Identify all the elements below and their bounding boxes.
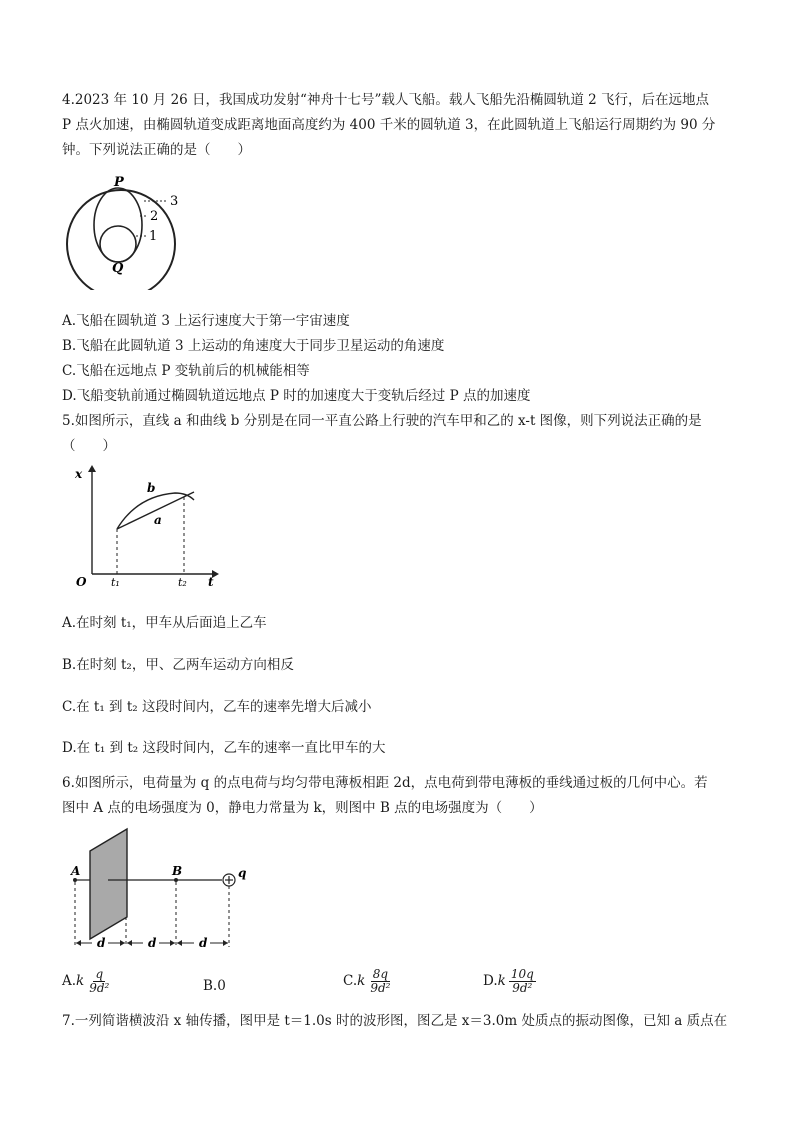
q4-stem-line-1: 4.2023 年 10 月 26 日，我国成功发射“神舟十七号”载人飞船。载人飞船先沿椭圆轨道 2 飞行，后在远地点 — [62, 92, 710, 108]
label-orbit-2: 2 — [150, 209, 159, 224]
label-d-3: d — [199, 936, 208, 950]
label-a: A — [71, 864, 81, 878]
q7-stem-line-1: 7.一列简谐横波沿 x 轴传播，图甲是 t＝1.0s 时的波形图，图乙是 x＝3.0m 处质点的振动图像，已知 a 质点在 — [62, 1013, 728, 1029]
curve-b-label: b — [147, 481, 156, 495]
q6-option-b: B.0 — [203, 978, 226, 994]
q5-option-c: C.在 t₁ 到 t₂ 这段时间内，乙车的速率先增大后减小 — [62, 699, 372, 715]
axis-x-label: x — [75, 467, 83, 481]
orbit-diagram — [62, 170, 202, 290]
label-p: P — [114, 175, 124, 190]
q4-option-c: C.飞船在远地点 P 变轨前后的机械能相等 — [62, 363, 310, 379]
label-d-2: d — [148, 936, 157, 950]
tick-t2: t₂ — [178, 576, 187, 587]
curve-a-label: a — [154, 513, 162, 527]
charged-plate-diagram — [62, 825, 262, 955]
label-orbit-3: 3 — [170, 194, 179, 209]
q6-option-a: A.k $\frac{q}{\text{9d²}}$ — [62, 967, 110, 995]
q6-option-d: D.k $\frac{10q}{\text{9d²}}$ — [483, 967, 534, 995]
q4-option-d: D.飞船变轨前通过椭圆轨道远地点 P 时的加速度大于变轨后经过 P 点的加速度 — [62, 388, 531, 404]
label-b: B — [172, 864, 183, 878]
q4-option-b: B.飞船在此圆轨道 3 上运动的角速度大于同步卫星运动的角速度 — [62, 338, 445, 354]
q5-option-d: D.在 t₁ 到 t₂ 这段时间内，乙车的速率一直比甲车的大 — [62, 740, 386, 756]
label-orbit-1: 1 — [149, 229, 158, 244]
xt-graph — [62, 462, 222, 587]
q6-option-c: C.k $\frac{8q}{\text{9d²}}$ — [343, 967, 391, 995]
q5-option-b: B.在时刻 t₂，甲、乙两车运动方向相反 — [62, 657, 294, 673]
label-q: Q — [112, 261, 124, 276]
label-q: q — [238, 866, 247, 880]
earth-orbit-1-circle — [100, 226, 136, 262]
q6-stem-line-1: 6.如图所示，电荷量为 q 的点电荷与均匀带电薄板相距 2d，点电荷到带电薄板的垂线通过板的几何中心。若 — [62, 775, 708, 791]
q4-stem-line-3: 钟。下列说法正确的是（ ） — [62, 142, 251, 158]
q4-stem-line-2: P 点火加速，由椭圆轨道变成距离地面高度约为 400 千米的圆轨道 3，在此圆轨道上飞船运行周期约为 90 分 — [62, 117, 716, 133]
charged-plate — [90, 829, 127, 939]
tick-t1: t₁ — [111, 576, 120, 587]
q6-stem-line-2: 图中 A 点的电场强度为 0，静电力常量为 k，则图中 B 点的电场强度为（ ） — [62, 800, 543, 816]
label-d-1: d — [97, 936, 106, 950]
q4-option-a: A.飞船在圆轨道 3 上运行速度大于第一宇宙速度 — [62, 313, 350, 329]
q5-stem-line-2: （ ） — [62, 438, 116, 454]
origin-label: O — [76, 575, 87, 587]
axis-t-label: t — [208, 575, 214, 587]
q5-option-a: A.在时刻 t₁，甲车从后面追上乙车 — [62, 615, 267, 631]
q5-stem-line-1: 5.如图所示，直线 a 和曲线 b 分别是在同一平直公路上行驶的汽车甲和乙的 x-t 图像，则下列说法正确的是 — [62, 413, 702, 429]
